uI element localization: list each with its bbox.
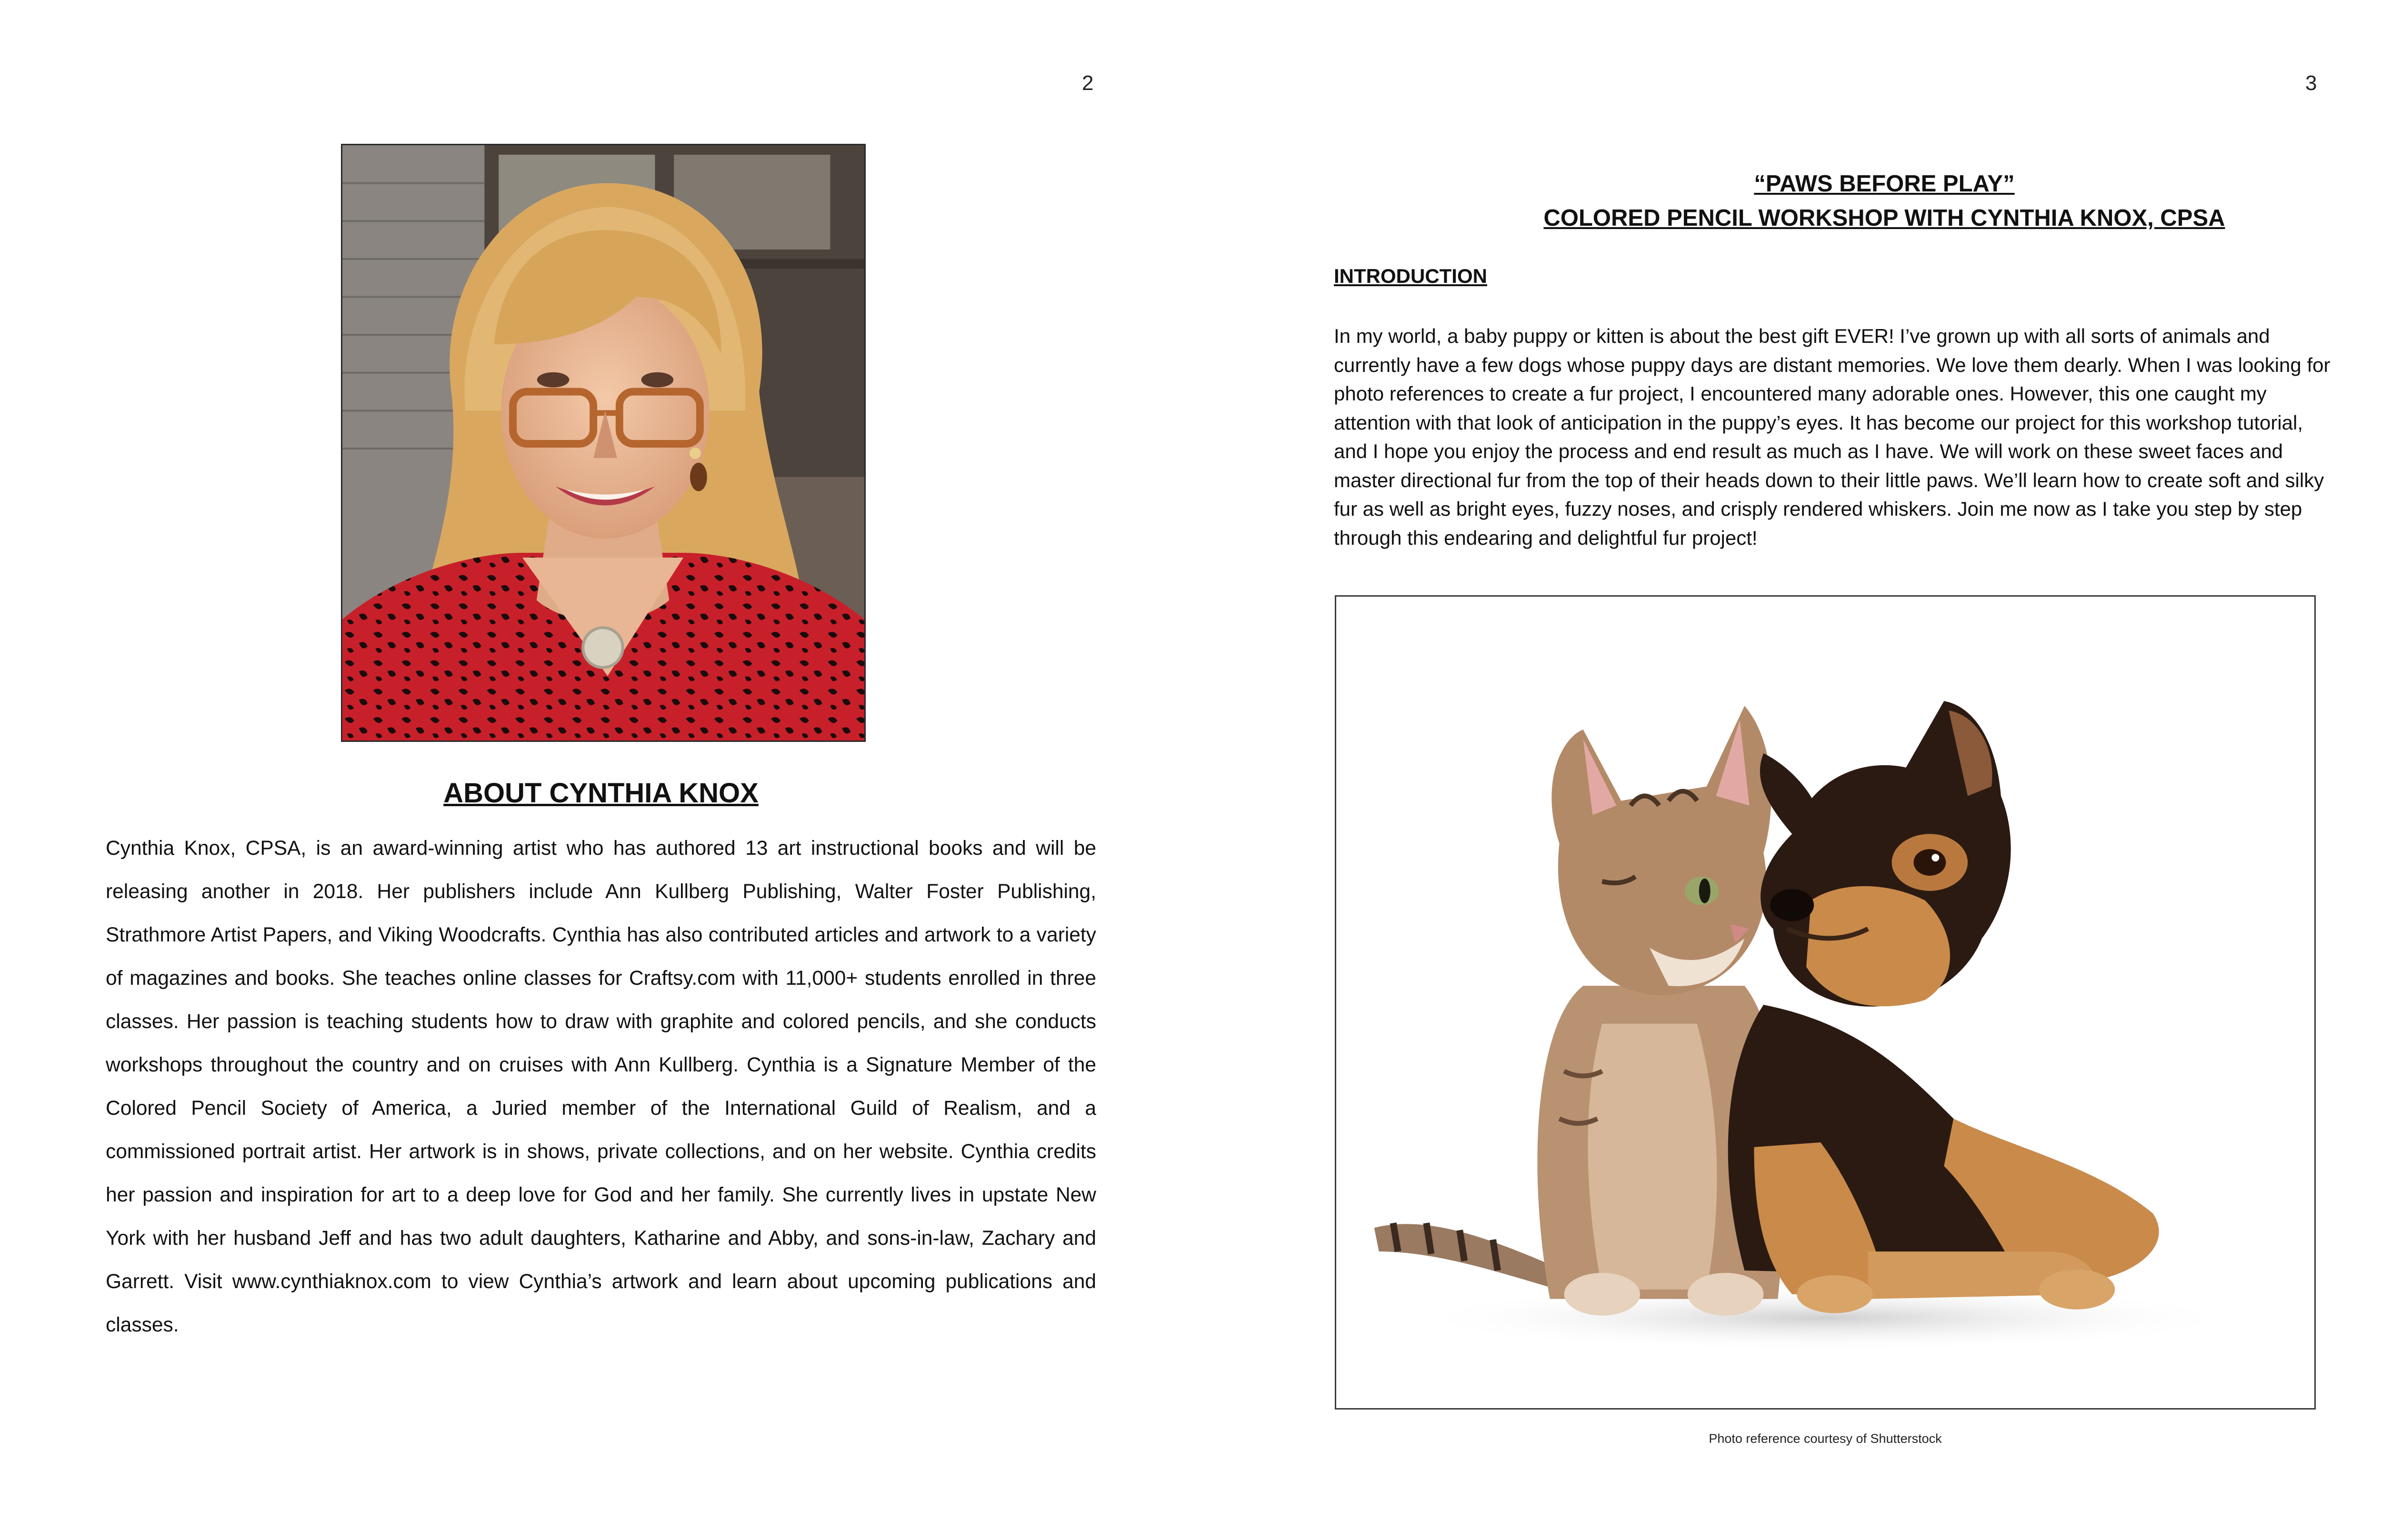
right-page (1202, 0, 2381, 1540)
introduction-paragraph: In my world, a baby puppy or kitten is about the best gift EVER! I’ve grown up with all sorts of animals and currently have a few dogs whose puppy days are distant memories. We love them dearly. When I was looking for photo references to create a fur project, I encountered many adorable ones. However, this one caught my attention with that look of anticipation in the puppy’s eyes. It has become our project for this workshop tutorial, and I hope you enjoy the process and end result as much as I have. We will work on these sweet faces and master directional fur from the top of their heads down to their little paws. We’ll learn how to create soft and silky fur as well as bright eyes, fuzzy noses, and crisply rendered whiskers. Join me now as I take you step by step through this endearing and delightful fur project! (1334, 325, 2331, 549)
page-number-right: 3 (2305, 71, 2317, 95)
workshop-title-line-2: COLORED PENCIL WORKSHOP WITH CYNTHIA KNOX, CPSA (1543, 205, 2225, 231)
introduction-heading: INTRODUCTION (1334, 265, 1487, 287)
workshop-title (1202, 167, 2381, 235)
author-portrait-photo (341, 144, 866, 742)
kitten-puppy-illustration (1336, 597, 2314, 1408)
photo-caption: Photo reference courtesy of Shutterstock (1709, 1431, 1942, 1446)
author-portrait-illustration (342, 145, 864, 740)
author-bio-paragraph: Cynthia Knox, CPSA, is an award-winning artist who has authored 13 art instructional books and will be releasing another in 2018. Her publishers include Ann Kullberg Publishing, Walter Foster Publishing, Strathmore Artist Papers, and Viking Woodcrafts. Cynthia has also contributed articles and artwork to a variety of magazines and books. She teaches online classes for Craftsy.com with 11,000+ students enrolled in three classes. Her passion is teaching students how to draw with graphite and colored pencils, and she conducts workshops throughout the country and on cruises with Ann Kullberg. Cynthia is a Signature Member of the Colored Pencil Society of America, a Juried member of the International Guild of Realism, and a commissioned portrait artist. Her artwork is in shows, private collections, and on her website. Cynthia credits her passion and inspiration for art to a deep love for God and her family. She currently lives in upstate New York with her husband Jeff and has two adult daughters, Katharine and Abby, and sons-in-law, Zachary and Garrett. Visit www.cynthiaknox.com to view Cynthia’s artwork and learn about upcoming publications and classes. (106, 837, 1096, 1336)
kitten-puppy-photo (1335, 595, 2316, 1410)
page-number-left: 2 (1082, 71, 1094, 95)
about-title: ABOUT CYNTHIA KNOX (443, 778, 759, 809)
workshop-title-line-1: “PAWS BEFORE PLAY” (1754, 171, 2015, 197)
